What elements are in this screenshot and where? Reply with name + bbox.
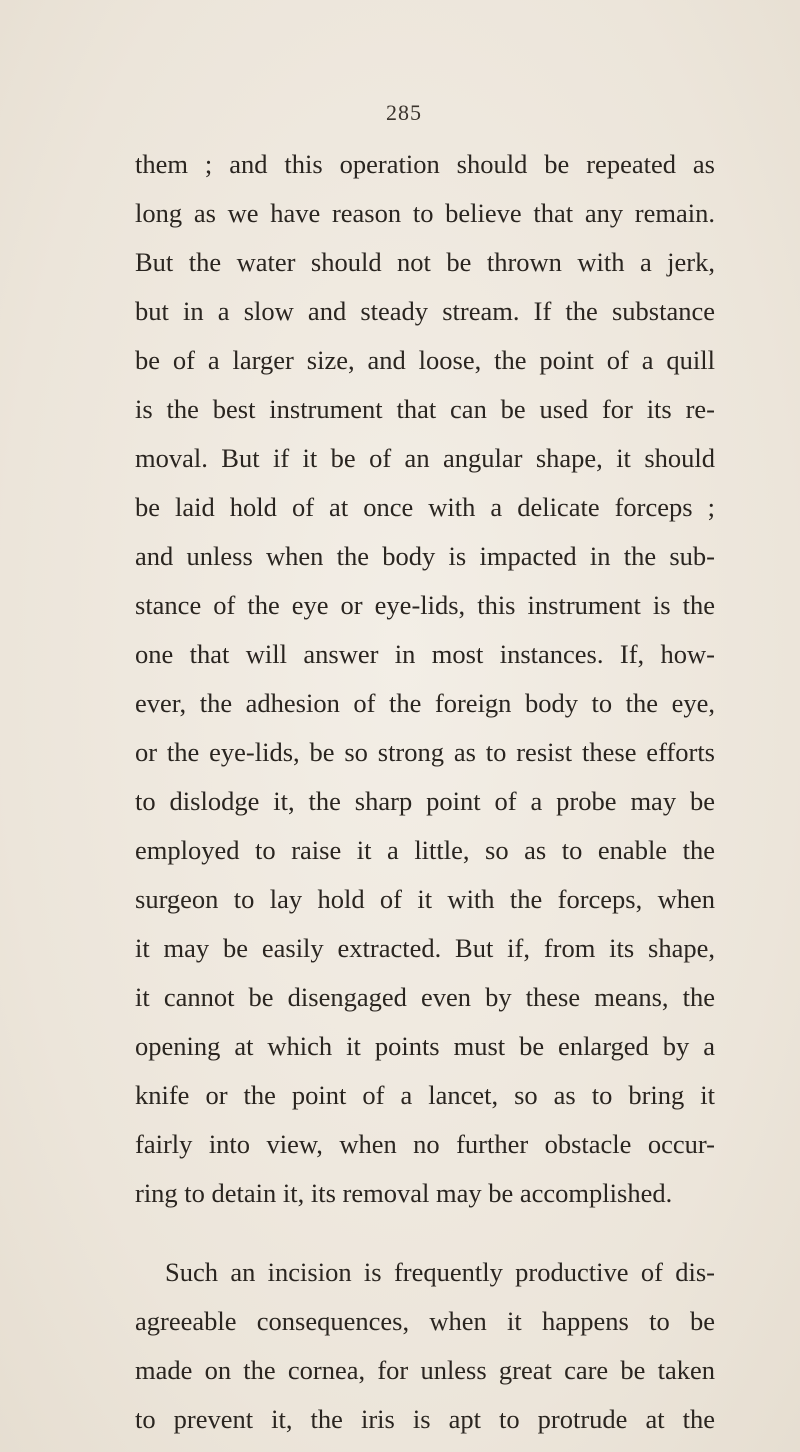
text-line: long as we have reason to believe that any remain. xyxy=(135,198,715,228)
text-line: it cannot be disengaged even by these means, the xyxy=(135,982,715,1012)
text-line: employed to raise it a little, so as to enable the xyxy=(135,835,715,865)
body-text xyxy=(135,140,715,1444)
text-line: or the eye-lids, be so strong as to resist these efforts xyxy=(135,737,715,767)
text-line: agreeable consequences, when it happens to be xyxy=(135,1306,715,1336)
text-line: one that will answer in most instances. If, how- xyxy=(135,639,715,669)
text-line: them ; and this operation should be repeated as xyxy=(135,149,715,179)
text-line: made on the cornea, for unless great care be taken xyxy=(135,1355,715,1385)
text-line: fairly into view, when no further obstacle occur- xyxy=(135,1129,715,1159)
text-line: and unless when the body is impacted in the sub- xyxy=(135,541,715,571)
text-line: is the best instrument that can be used for its re- xyxy=(135,394,715,424)
text-line: surgeon to lay hold of it with the forceps, when xyxy=(135,884,715,914)
paragraph-1 xyxy=(135,140,715,1218)
text-line: be of a larger size, and loose, the point of a quill xyxy=(135,345,715,375)
text-line: knife or the point of a lancet, so as to bring it xyxy=(135,1080,715,1110)
text-line: be laid hold of at once with a delicate forceps ; xyxy=(135,492,715,522)
text-line: but in a slow and steady stream. If the substance xyxy=(135,296,715,326)
text-line: it may be easily extracted. But if, from its shape, xyxy=(135,933,715,963)
text-line: But the water should not be thrown with a jerk, xyxy=(135,247,715,277)
text-line: ever, the adhesion of the foreign body to the eye, xyxy=(135,688,715,718)
paragraph-gap xyxy=(135,1218,715,1248)
text-line: stance of the eye or eye-lids, this instrument is the xyxy=(135,590,715,620)
text-line: opening at which it points must be enlarged by a xyxy=(135,1031,715,1061)
text-line: moval. But if it be of an angular shape, it should xyxy=(135,443,715,473)
page-number: 285 xyxy=(386,100,422,125)
text-line: Such an incision is frequently productive of dis- xyxy=(165,1257,715,1287)
paragraph-2 xyxy=(135,1248,715,1444)
text-line: to prevent it, the iris is apt to protrude at the xyxy=(135,1404,715,1434)
text-line: ring to detain it, its removal may be accomplished. xyxy=(135,1178,673,1208)
text-line: to dislodge it, the sharp point of a probe may be xyxy=(135,786,715,816)
